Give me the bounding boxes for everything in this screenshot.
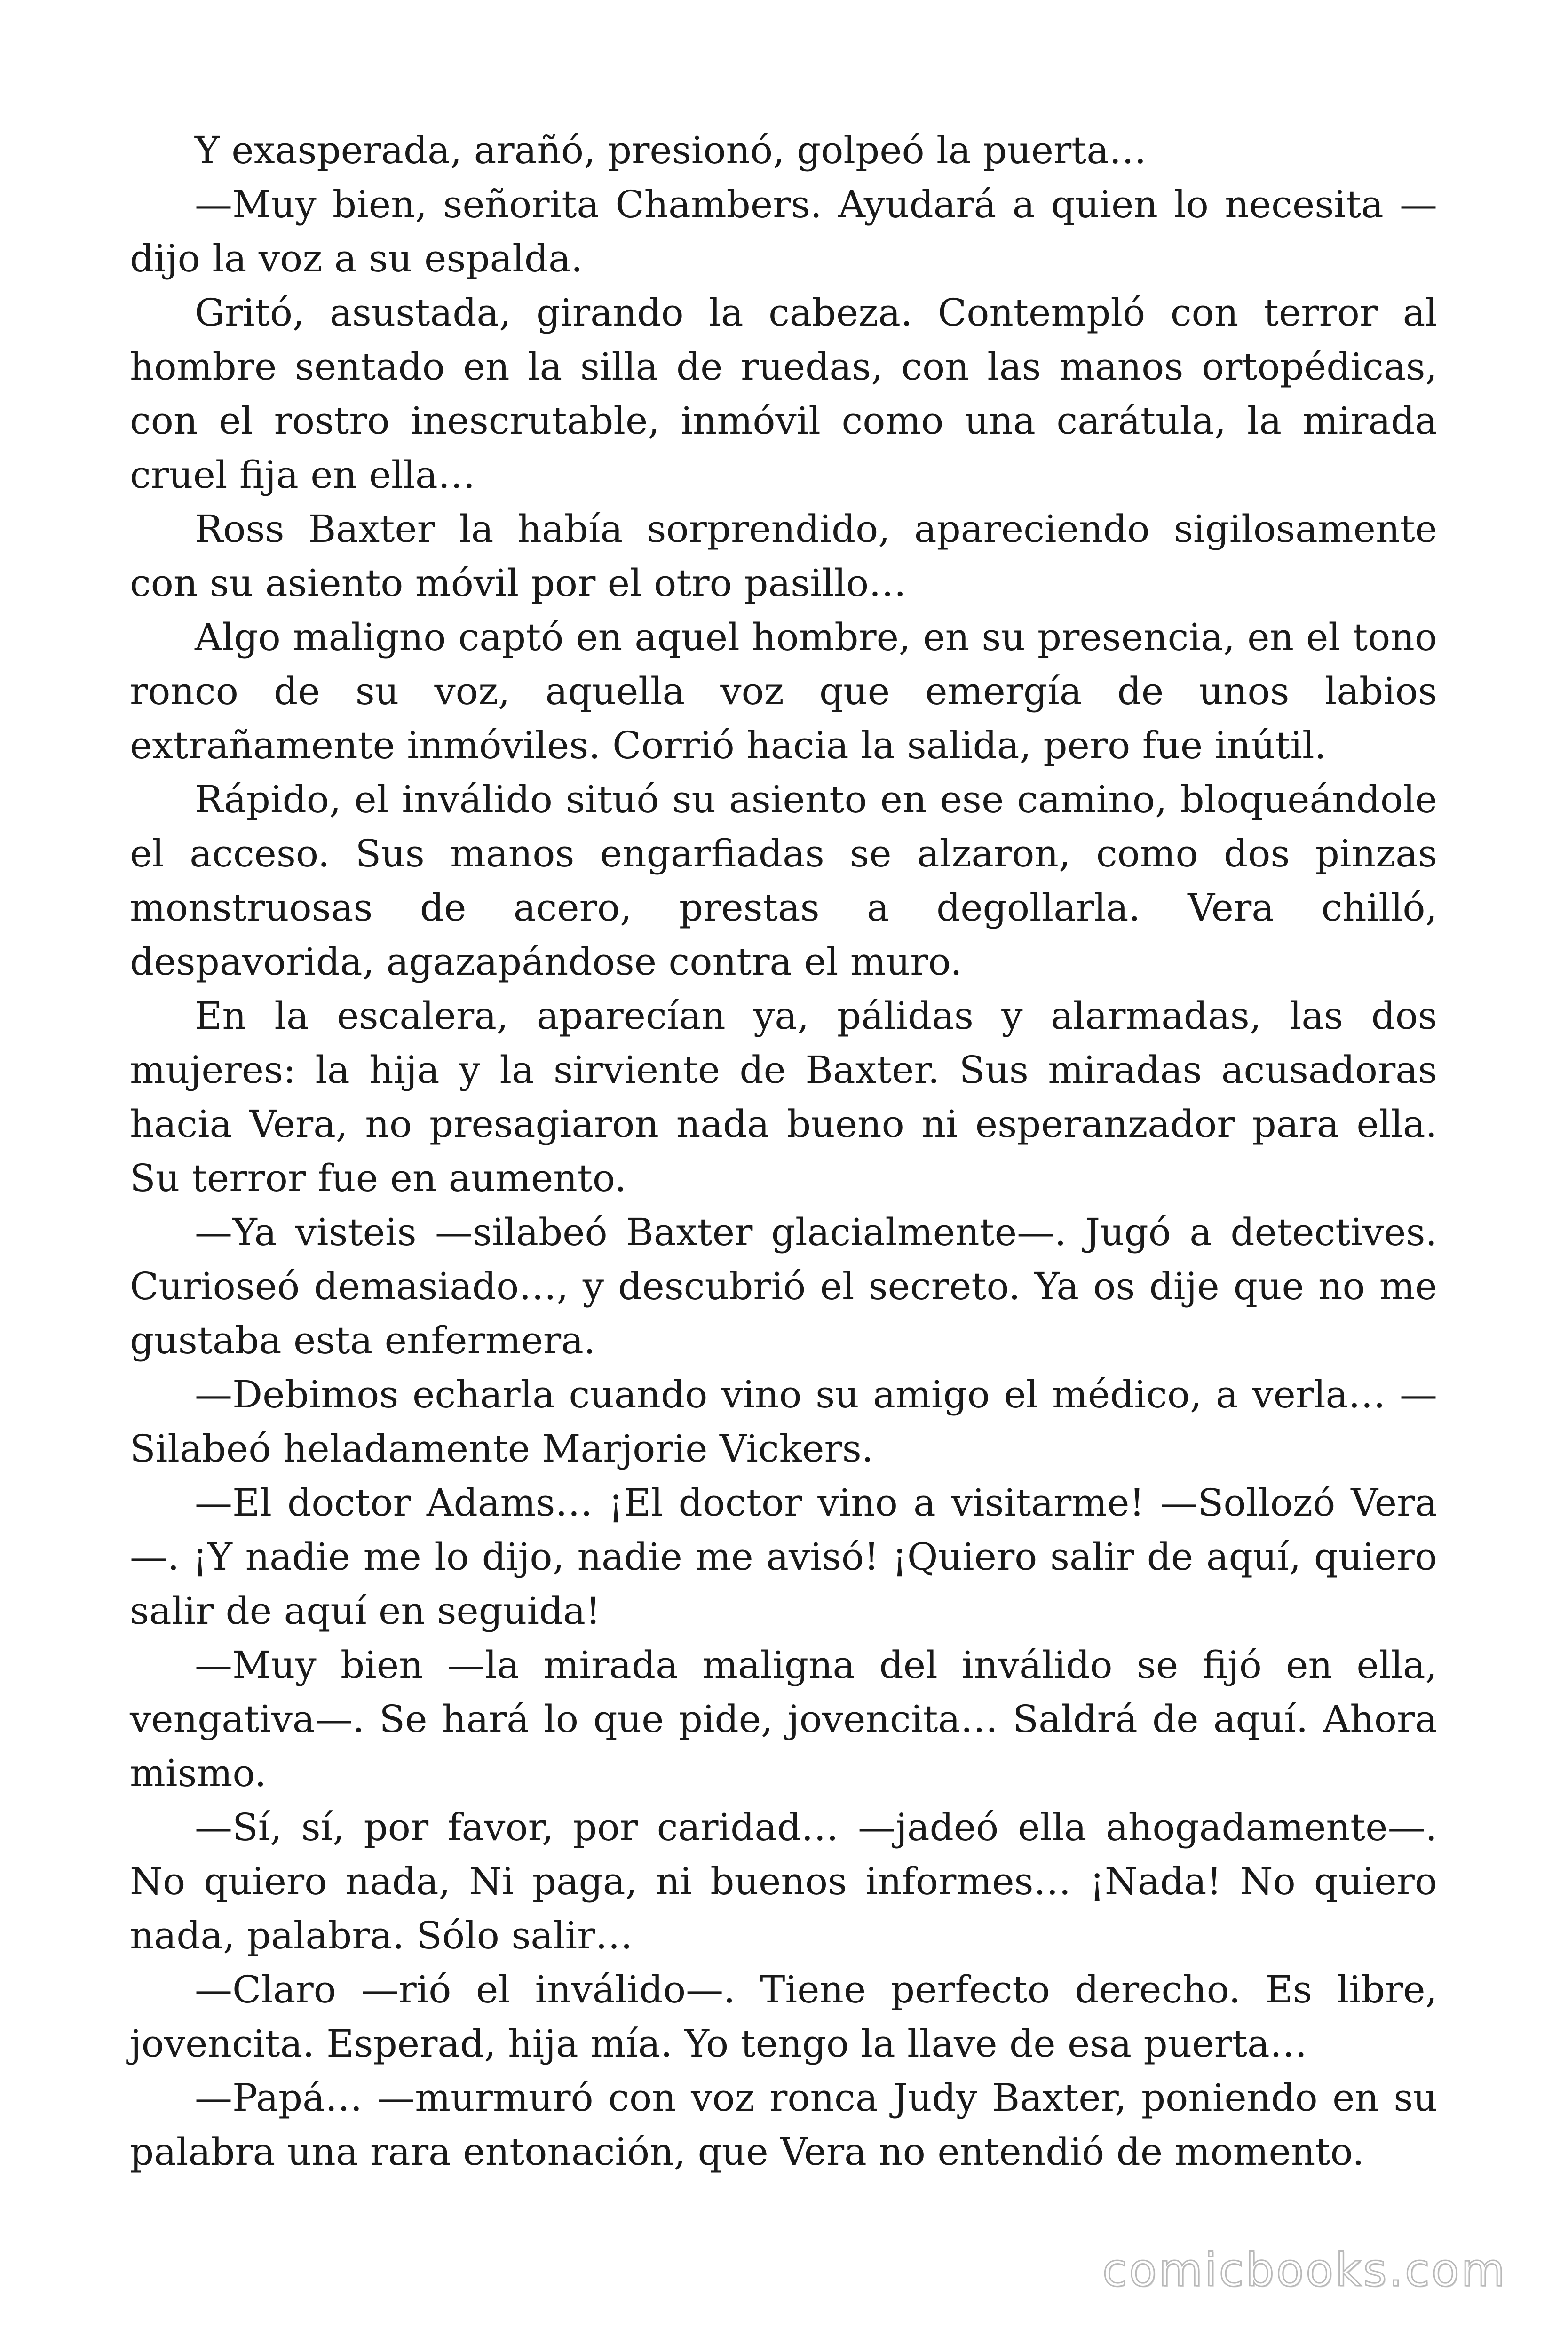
paragraph: Ross Baxter la había sorprendido, apareciendo sigilosamente con su asiento móvil por el otro pasillo… <box>130 507 1437 605</box>
paragraph: —Muy bien, señorita Chambers. Ayudará a quien lo necesita —dijo la voz a su espalda. <box>130 183 1437 280</box>
paragraph: Algo maligno captó en aquel hombre, en su presencia, en el tono ronco de su voz, aquella voz que emergía de unos labios extrañamente inmóviles. Corrió hacia la salida, pero fue inútil. <box>130 615 1437 767</box>
text-body <box>130 123 1437 2179</box>
paragraph: Y exasperada, arañó, presionó, golpeó la puerta… <box>195 128 1147 172</box>
watermark: comicbooks.com <box>1102 2244 1507 2296</box>
paragraph: —Sí, sí, por favor, por caridad… —jadeó ella ahogadamente—. No quiero nada, Ni paga, ni buenos informes… ¡Nada! No quiero nada, palabra. Sólo salir… <box>130 1805 1437 1957</box>
paragraph: —Muy bien —la mirada maligna del inválido se fijó en ella, vengativa—. Se hará lo que pide, jovencita… Saldrá de aquí. Ahora mismo. <box>130 1643 1437 1795</box>
paragraph: —El doctor Adams… ¡El doctor vino a visitarme! —Sollozó Vera —. ¡Y nadie me lo dijo, nadie me avisó! ¡Quiero salir de aquí, quiero salir de aquí en seguida! <box>130 1481 1437 1633</box>
paragraph: —Debimos echarla cuando vino su amigo el médico, a verla… —Silabeó heladamente Marjorie Vickers. <box>130 1373 1437 1470</box>
paragraph: —Ya visteis —silabeó Baxter glacialmente—. Jugó a detectives. Curioseó demasiado…, y descubrió el secreto. Ya os dije que no me gustaba esta enfermera. <box>130 1210 1437 1362</box>
paragraph: Rápido, el inválido situó su asiento en ese camino, bloqueándole el acceso. Sus manos engarfiadas se alzaron, como dos pinzas monstruosas de acero, prestas a degollarla. Vera chilló, despavorida, agazapándose contra el muro. <box>130 778 1437 984</box>
paragraph: —Claro —rió el inválido—. Tiene perfecto derecho. Es libre, jovencita. Esperad, hija mía. Yo tengo la llave de esa puerta… <box>130 1968 1437 2066</box>
paragraph: En la escalera, aparecían ya, pálidas y alarmadas, las dos mujeres: la hija y la sirviente de Baxter. Sus miradas acusadoras hacia Vera, no presagiaron nada bueno ni esperanzador para ella. Su terror fue en aumento. <box>130 994 1437 1200</box>
paragraph: Gritó, asustada, girando la cabeza. Contempló con terror al hombre sentado en la silla de ruedas, con las manos ortopédicas, con el rostro inescrutable, inmóvil como una carátula, la mirada cruel fija en ella… <box>130 291 1437 497</box>
paragraph: —Papá… —murmuró con voz ronca Judy Baxter, poniendo en su palabra una rara entonación, que Vera no entendió de momento. <box>130 2076 1437 2174</box>
